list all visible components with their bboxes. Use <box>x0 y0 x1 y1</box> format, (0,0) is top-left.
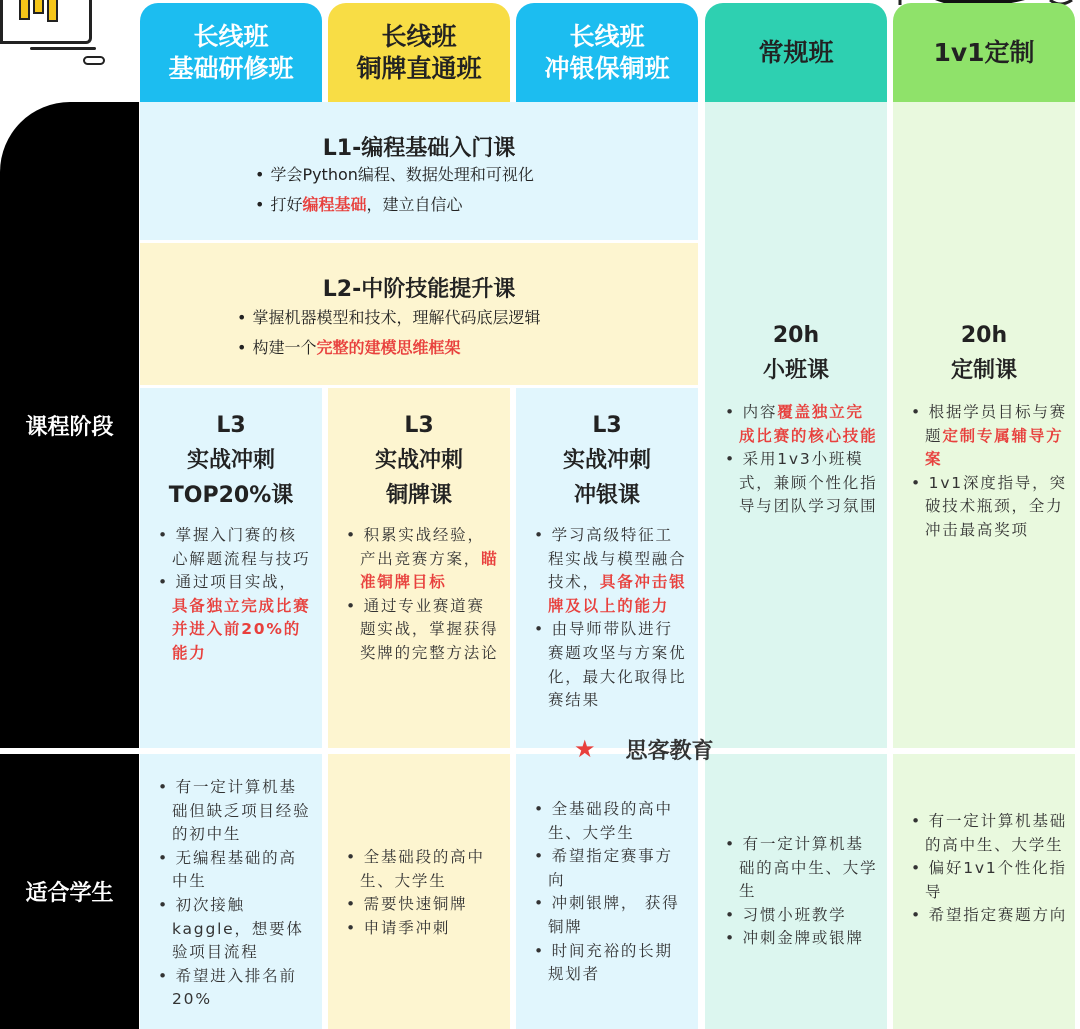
brand-watermark <box>574 733 714 765</box>
list-item: • 全基础段的高中生、大学生 <box>534 798 688 845</box>
l3-title: L3 实战冲刺 铜牌课 <box>374 413 463 508</box>
header-line: 1v1定制 <box>933 37 1035 67</box>
sidebar-stage-label: 课程阶段 <box>25 414 114 440</box>
list-item: • 全基础段的高中生、大学生 <box>346 846 500 893</box>
list-item: • 通过专业赛道赛题实战，掌握获得奖牌的完整方法论 <box>346 595 500 666</box>
header-regular-class <box>705 3 887 102</box>
l2-bullets <box>237 303 540 363</box>
l3-bullets <box>346 524 500 666</box>
l3-title: L3 实战冲刺 冲银课 <box>562 413 651 508</box>
regular-title: 20h 小班课 <box>762 323 829 383</box>
header-line: 冲银保铜班 <box>544 53 670 83</box>
section-title: L2-中阶技能提升课 <box>322 277 516 302</box>
students-cell-regular <box>705 754 887 1029</box>
list-item: • 1v1深度指导，突破技术瓶颈，全力冲击最高奖项 <box>911 472 1073 543</box>
sidebar-students <box>0 754 139 1029</box>
students-list <box>534 798 688 987</box>
sidebar-students-label: 适合学生 <box>25 881 114 906</box>
l3-bullets <box>534 524 688 713</box>
l3-silver-cell <box>516 388 698 748</box>
regular-course-cell <box>705 102 887 748</box>
list-item: • 打好编程基础，建立自信心 <box>255 190 534 220</box>
section-l1 <box>140 102 698 240</box>
doodle-bar <box>19 0 30 20</box>
list-item: • 习惯小班教学 <box>725 904 881 928</box>
list-item: • 希望进入排名前20% <box>158 965 312 1012</box>
list-item: • 无编程基础的高中生 <box>158 847 312 894</box>
custom-bullets <box>911 401 1073 543</box>
brand-name: 思客教育 <box>625 738 714 764</box>
header-line: 长线班 <box>381 21 457 51</box>
list-item: • 申请季冲刺 <box>346 917 500 941</box>
list-item: • 有一定计算机基础但缺乏项目经验的初中生 <box>158 776 312 847</box>
header-line: 基础研修班 <box>168 53 294 83</box>
list-item: • 根据学员目标与赛题定制专属辅导方案 <box>911 401 1073 472</box>
doodle-bar <box>33 0 44 14</box>
l3-bronze-cell <box>328 388 510 748</box>
list-item: • 内容覆盖独立完成比赛的核心技能 <box>725 401 880 448</box>
header-line: 长线班 <box>193 21 269 51</box>
list-item: • 初次接触kaggle，想要体验项目流程 <box>158 894 312 965</box>
list-item: • 需要快速铜牌 <box>346 893 500 917</box>
doodle-line <box>30 47 96 50</box>
header-silver-class <box>516 3 698 102</box>
list-item: • 学会Python编程、数据处理和可视化 <box>255 160 534 190</box>
list-item: • 希望指定赛题方向 <box>911 904 1073 928</box>
l3-top20-cell <box>140 388 322 748</box>
header-basic-class <box>140 3 322 102</box>
sidebar-stage <box>0 102 139 748</box>
doodle-bar <box>47 0 58 22</box>
chart-doodle-icon <box>0 0 92 44</box>
list-item: • 积累实战经验，产出竞赛方案，瞄准铜牌目标 <box>346 524 500 595</box>
list-item: • 偏好1v1个性化指导 <box>911 857 1073 904</box>
header-line: 长线班 <box>569 21 645 51</box>
list-item: • 由导师带队进行赛题攻坚与方案优化，最大化取得比赛结果 <box>534 618 688 712</box>
list-item: • 掌握机器模型和技术，理解代码底层逻辑 <box>237 303 540 333</box>
list-item: • 冲刺银牌， 获得铜牌 <box>534 892 688 939</box>
doodle-pill-icon <box>83 56 105 65</box>
l1-bullets <box>255 160 534 220</box>
list-item: • 学习高级特征工程实战与模型融合技术，具备冲击银牌及以上的能力 <box>534 524 688 618</box>
list-item: • 构建一个完整的建模思维框架 <box>237 333 540 363</box>
list-item: • 有一定计算机基础的高中生、大学生 <box>725 833 881 904</box>
students-list <box>346 846 500 940</box>
section-l2 <box>140 243 698 385</box>
students-list <box>911 810 1073 928</box>
list-item: • 掌握入门赛的核心解题流程与技巧 <box>158 524 312 571</box>
l3-bullets <box>158 524 312 666</box>
list-item: • 采用1v3小班模式，兼顾个性化指导与团队学习氛围 <box>725 448 880 519</box>
custom-title: 20h 定制课 <box>950 323 1017 383</box>
l3-title: L3 实战冲刺 TOP20%课 <box>168 413 294 508</box>
list-item: • 希望指定赛事方向 <box>534 845 688 892</box>
header-line: 常规班 <box>758 37 834 67</box>
star-icon: ★ <box>574 735 596 763</box>
list-item: • 冲刺金牌或银牌 <box>725 927 881 951</box>
students-cell-basic <box>140 754 322 1029</box>
header-bronze-class <box>328 3 510 102</box>
list-item: • 时间充裕的长期规划者 <box>534 940 688 987</box>
header-1v1-class <box>893 3 1075 102</box>
students-cell-bronze <box>328 754 510 1029</box>
custom-course-cell <box>893 102 1075 748</box>
students-cell-custom <box>893 754 1075 1029</box>
list-item: • 有一定计算机基础的高中生、大学生 <box>911 810 1073 857</box>
students-list <box>725 833 881 951</box>
students-list <box>158 776 312 1012</box>
students-cell-silver <box>516 754 698 1029</box>
regular-bullets <box>725 401 880 519</box>
list-item: • 通过项目实战，具备独立完成比赛并进入前20%的能力 <box>158 571 312 665</box>
section-title: L1-编程基础入门课 <box>322 136 516 161</box>
header-line: 铜牌直通班 <box>356 53 482 83</box>
